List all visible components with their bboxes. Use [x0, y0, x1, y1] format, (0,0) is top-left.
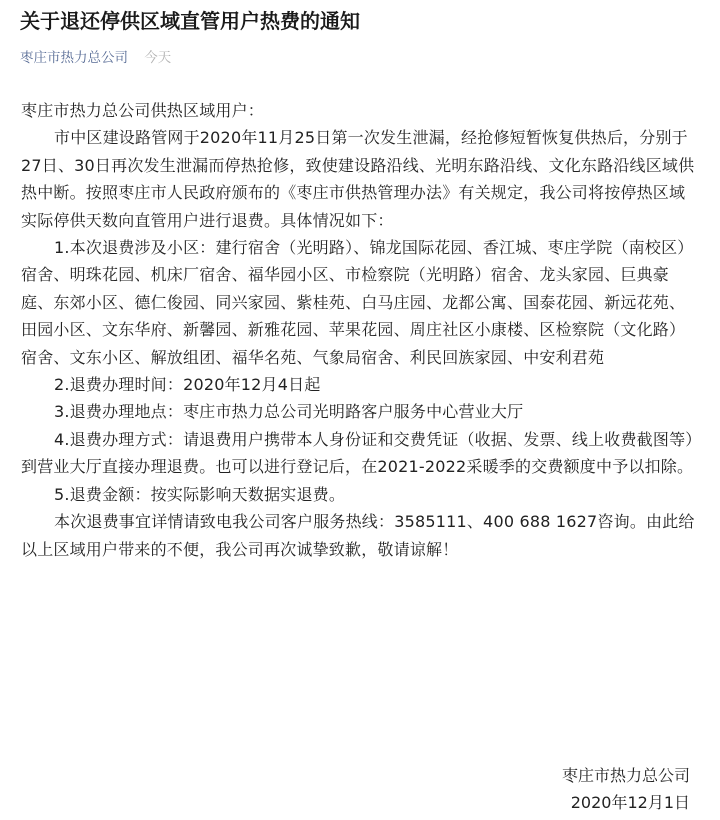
paragraph-item-time: 2.退费办理时间：2020年12月4日起	[54, 375, 321, 395]
signature-date: 2020年12月1日	[570, 793, 690, 812]
article-meta	[20, 48, 171, 68]
paragraph-item-location: 3.退费办理地点：枣庄市热力总公司光明路客户服务中心营业大厅	[54, 402, 524, 422]
paragraph-item-communities: 1.本次退费涉及小区：建行宿舍（光明路）、锦龙国际花园、香江城、枣庄学院（南校区）宿舍、明珠花园、机床厂宿舍、福华园小区、市检察院（光明路）宿舍、龙头家园、巨典豪庭、东郊小区、德仁俊园、同兴家园、紫桂苑、白马庄园、龙都公寓、国泰花园、新远花苑、田园小区、文东华府、新馨园、新雅花园、苹果花园、周庄社区小康楼、区检察院（文化路）宿舍、文东小区、解放组团、福华名苑、气象局宿舍、利民回族家园、中安利君苑	[21, 238, 694, 367]
signature-organization: 枣庄市热力总公司	[561, 766, 690, 785]
paragraph-intro: 市中区建设路管网于2020年11月25日第一次发生泄漏，经抢修短暂恢复供热后，分别于27日、30日再次发生泄漏而停热抢修，致使建设路沿线、光明东路沿线、文化东路沿线区域供热中断。按照枣庄市人民政府颁布的《枣庄市供热管理办法》有关规定，我公司将按停热区域实际停供天数向直管用户进行退费。具体情况如下：	[21, 128, 695, 230]
paragraph-item-method: 4.退费办理方式：请退费用户携带本人身份证和交费凭证（收据、发票、线上收费截图等）到营业大厅直接办理退费。也可以进行登记后，在2021-2022采暖季的交费额度中予以扣除。	[21, 429, 694, 477]
paragraph-hotline: 本次退费事宜详情请致电我公司客户服务热线：3585111、400 688 1627咨询。由此给以上区域用户带来的不便，我公司再次诚挚致歉，敬请谅解！	[21, 512, 695, 559]
account-name-link[interactable]: 枣庄市热力总公司	[20, 50, 128, 66]
paragraph-item-amount: 5.退费金额：按实际影响天数据实退费。	[54, 484, 346, 504]
publish-time: 今天	[144, 50, 172, 66]
article-body	[21, 97, 701, 563]
article-title: 关于退还停供区域直管用户热费的通知	[20, 9, 360, 33]
greeting: 枣庄市热力总公司供热区域用户：	[21, 101, 265, 120]
